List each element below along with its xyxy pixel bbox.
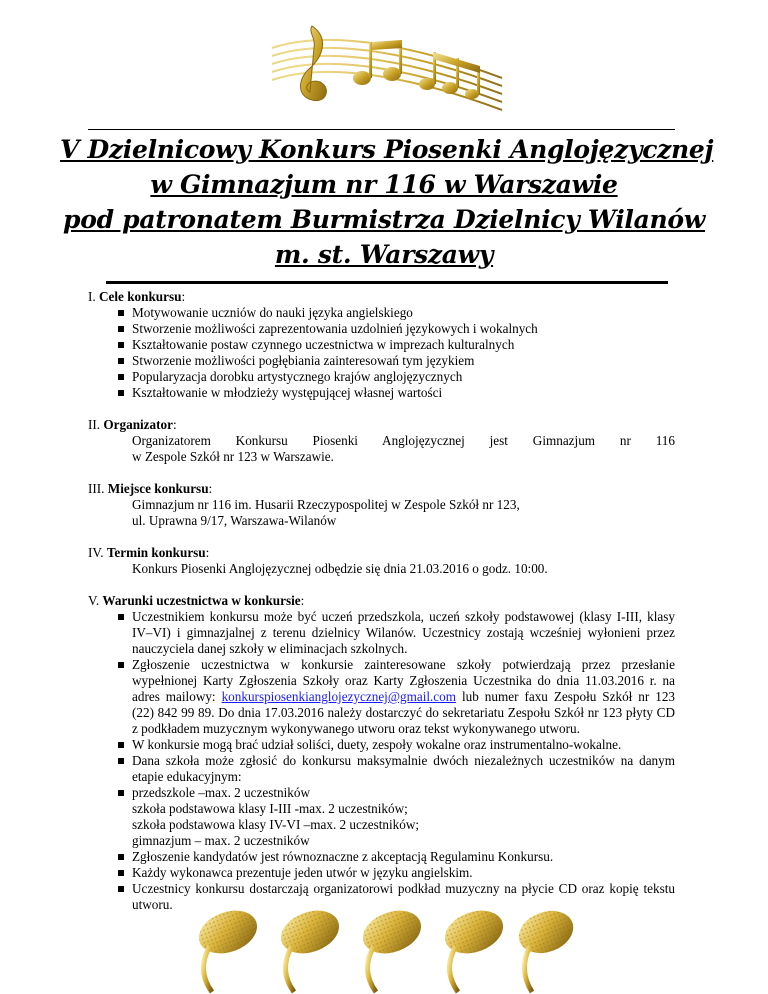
title-rule xyxy=(106,281,668,284)
section-date xyxy=(88,545,675,577)
section-title: Organizator xyxy=(103,417,173,432)
list-item: Zgłoszenie kandydatów jest równoznaczne z akceptacją Regulaminu Konkursu. xyxy=(88,849,675,865)
organizer-line-2: w Zespole Szkół nr 123 w Warszawie. xyxy=(132,449,334,464)
golden-microphones-icon xyxy=(188,900,580,994)
registration-text-a: Zgłoszenie uczestnictwa w konkursie zainteresowane szkoły potwierdzają przez przesłanie wypełnionej Karty Zgłoszenia Szkoły oraz Karty Zgłoszenia Uczestnika do dnia 11.03.2016 r. na adres mailowy: xyxy=(132,657,675,704)
section-place xyxy=(88,481,675,529)
limit-primary-4-6: szkoła podstawowa klasy IV-VI –max. 2 uczestników; xyxy=(132,817,420,832)
list-item: Kształtowanie postaw czynnego uczestnictwa w imprezach kulturalnych xyxy=(88,337,675,353)
list-item: Uczestnikiem konkursu może być uczeń przedszkola, uczeń szkoły podstawowej (klasy I-III, klasy IV–VI) i gimnazjalnej z terenu dzielnicy Wilanów. Uczestnicy zostają wcześniej wyłonieni przez nauczyciela danej szkoły w eliminacjach szkolnych. xyxy=(88,609,675,657)
place-line-2: ul. Uprawna 9/17, Warszawa-Wilanów xyxy=(132,513,337,528)
title-line-4: m. st. Warszawy xyxy=(274,240,494,269)
section-number: III. xyxy=(88,481,105,496)
section-heading: I. Cele konkursu: xyxy=(88,289,186,304)
section-heading: III. Miejsce konkursu: xyxy=(88,481,213,496)
section-title: Warunki uczestnictwa w konkursie xyxy=(102,593,301,608)
list-item xyxy=(88,657,675,737)
section-title: Miejsce konkursu xyxy=(107,481,209,496)
section-number: I. xyxy=(88,289,96,304)
title-line-2: w Gimnazjum nr 116 w Warszawie xyxy=(150,170,618,199)
title-line-3: pod patronatem Burmistrza Dzielnicy Wilanów xyxy=(63,205,705,234)
date-line: Konkurs Piosenki Anglojęzycznej odbędzie się dnia 21.03.2016 o godz. 10:00. xyxy=(132,561,548,576)
document-title xyxy=(60,132,714,272)
list-item: Motywowanie uczniów do nauki języka angielskiego xyxy=(88,305,675,321)
section-heading: II. Organizator: xyxy=(88,417,177,432)
section-goals xyxy=(88,289,675,401)
title-line-1: V Dzielnicowy Konkurs Piosenki Anglojęzycznej xyxy=(60,135,714,164)
section-heading: V. Warunki uczestnictwa w konkursie: xyxy=(88,593,305,608)
section-title: Termin konkursu xyxy=(106,545,206,560)
place-line-1: Gimnazjum nr 116 im. Husarii Rzeczypospolitej w Zespole Szkół nr 123, xyxy=(132,497,520,512)
list-item: Stworzenie możliwości zaprezentowania uzdolnień językowych i wokalnych xyxy=(88,321,675,337)
section-number: II. xyxy=(88,417,101,432)
list-item: Dana szkoła może zgłosić do konkursu maksymalnie dwóch niezależnych uczestników na danym etapie edukacyjnym: xyxy=(88,753,675,785)
organizer-line-1: Organizatorem Konkursu Piosenki Anglojęzycznej jest Gimnazjum nr 116 xyxy=(132,433,675,448)
document-body xyxy=(88,289,675,929)
list-item: W konkursie mogą brać udział soliści, duety, zespoły wokalne oraz instrumentalno-wokalne. xyxy=(88,737,675,753)
limit-preschool: przedszkole –max. 2 uczestników xyxy=(132,785,310,800)
limit-primary-1-3: szkoła podstawowa klasy I-III -max. 2 uczestników; xyxy=(132,801,408,816)
section-number: V. xyxy=(88,593,100,608)
conditions-list xyxy=(88,609,675,913)
limit-gymnasium: gimnazjum – max. 2 uczestników xyxy=(132,833,310,848)
section-conditions xyxy=(88,593,675,913)
section-heading: IV. Termin konkursu: xyxy=(88,545,210,560)
list-item: Uczestnicy konkursu dostarczają organizatorowi podkład muzyczny na płycie CD oraz kopię tekstu utworu. xyxy=(88,881,675,913)
list-item: Każdy wykonawca prezentuje jeden utwór w języku angielskim. xyxy=(88,865,675,881)
music-notes-logo-icon xyxy=(252,18,514,118)
registration-text-b: lub numer faxu Zespołu Szkół nr 123 (22) 842 99 89. Do dnia 17.03.2016 należy dostarczyć do sekretariatu Zespołu Szkół nr 123 płyty CD z podkładem muzycznym wykonywanego utworu oraz tekst wykonywanego utworu. xyxy=(132,689,676,736)
list-item: Stworzenie możliwości pogłębiania zainteresowań tym językiem xyxy=(88,353,675,369)
top-rule xyxy=(88,129,675,130)
list-item xyxy=(88,785,675,849)
section-number: IV. xyxy=(88,545,104,560)
goals-list xyxy=(88,305,675,401)
list-item: Kształtowanie w młodzieży występującej własnej wartości xyxy=(88,385,675,401)
list-item: Popularyzacja dorobku artystycznego krajów anglojęzycznych xyxy=(88,369,675,385)
email-link[interactable]: konkurspiosenkianglojezycznej@gmail.com xyxy=(221,689,457,704)
section-organizer xyxy=(88,417,675,465)
section-title: Cele konkursu xyxy=(99,289,182,304)
